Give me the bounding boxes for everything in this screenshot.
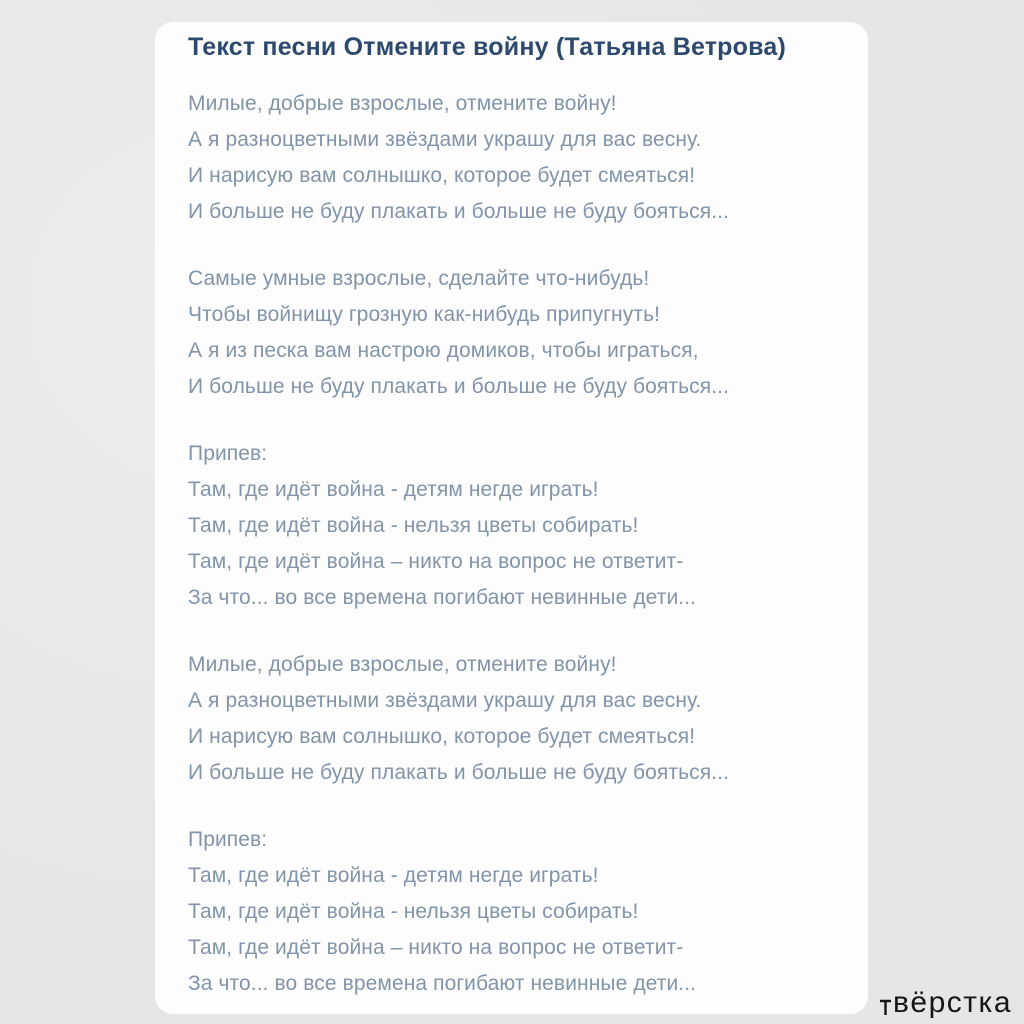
page-title: Текст песни Отмените войну (Татьяна Ветрова) <box>188 33 786 61</box>
lyric-line: И больше не буду плакать и больше не буду бояться... <box>188 761 730 784</box>
stanza <box>188 261 844 405</box>
lyrics <box>188 86 844 1002</box>
stanza <box>188 436 844 616</box>
verstka-logo-text: вёрстка <box>892 986 1012 1019</box>
stanza <box>188 647 844 791</box>
lyric-line: Там, где идёт война - детям негде играть! <box>188 864 599 887</box>
lyric-line: Там, где идёт война – никто на вопрос не ответит- <box>188 550 684 573</box>
lyric-line: За что... во все времена погибают невинные дети... <box>188 972 697 995</box>
lyric-line: За что... во все времена погибают невинные дети... <box>188 586 697 609</box>
lyric-line: Там, где идёт война - детям негде играть! <box>188 478 599 501</box>
lyric-line: Милые, добрые взрослые, отмените войну! <box>188 92 617 115</box>
lyric-line: А я из песка вам настрою домиков, чтобы играться, <box>188 339 699 362</box>
lyric-line: И больше не буду плакать и больше не буду бояться... <box>188 375 730 398</box>
lyric-line: А я разноцветными звёздами украшу для вас весну. <box>188 128 702 151</box>
lyric-line: Чтобы войнищу грозную как-нибудь припугнуть! <box>188 303 661 326</box>
lyric-line: Там, где идёт война – никто на вопрос не ответит- <box>188 936 684 959</box>
lyric-line: Припев: <box>188 442 268 465</box>
lyrics-card <box>155 22 868 1014</box>
lyric-line: А я разноцветными звёздами украшу для вас весну. <box>188 689 702 712</box>
lyric-line: Самые умные взрослые, сделайте что-нибудь! <box>188 267 650 290</box>
lyric-line: Милые, добрые взрослые, отмените войну! <box>188 653 617 676</box>
stanza <box>188 822 844 1002</box>
verstka-logo-mark-icon <box>879 996 892 1017</box>
lyric-line: И больше не буду плакать и больше не буду бояться... <box>188 200 730 223</box>
lyric-line: Там, где идёт война - нельзя цветы собирать! <box>188 514 639 537</box>
lyric-line: И нарисую вам солнышко, которое будет смеяться! <box>188 725 696 748</box>
lyric-line: И нарисую вам солнышко, которое будет смеяться! <box>188 164 696 187</box>
verstka-watermark <box>879 988 1012 1018</box>
lyric-line: Припев: <box>188 828 268 851</box>
lyric-line: Там, где идёт война - нельзя цветы собирать! <box>188 900 639 923</box>
stanza <box>188 86 844 230</box>
